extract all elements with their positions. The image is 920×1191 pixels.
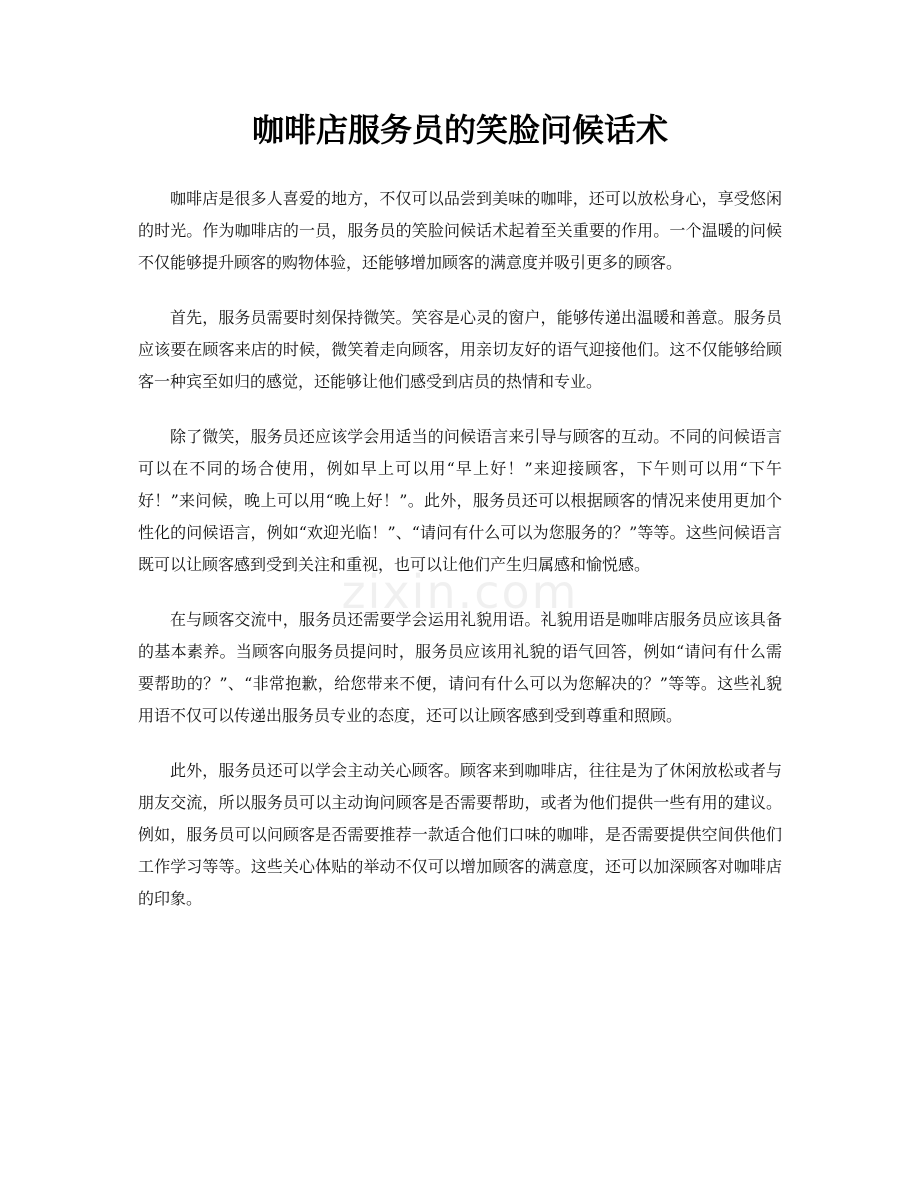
paragraph-intro: 咖啡店是很多人喜爱的地方，不仅可以品尝到美味的咖啡，还可以放松身心，享受悠闲的时光。作为咖啡店的一员，服务员的笑脸问候话术起着至关重要的作用。一个温暖的问候不仅能够提升顾客的购物体验，还能够增加顾客的满意度并吸引更多的顾客。 bbox=[138, 189, 782, 272]
paragraph-care: 此外，服务员还可以学会主动关心顾客。顾客来到咖啡店，往往是为了休闲放松或者与朋友交流，所以服务员可以主动询问顾客是否需要帮助，或者为他们提供一些有用的建议。例如，服务员可以问顾客是否需要推荐一款适合他们口味的咖啡，是否需要提供空间供他们工作学习等等。这些关心体贴的举动不仅可以增加顾客的满意度，还可以加深顾客对咖啡店的印象。 bbox=[138, 761, 782, 908]
paragraph-polite-language: 在与顾客交流中，服务员还需要学会运用礼貌用语。礼貌用语是咖啡店服务员应该具备的基本素养。当顾客向服务员提问时，服务员应该用礼貌的语气回答，例如“请问有什么需要帮助的？”、“非常抱歉，给您带来不便，请问有什么可以为您解决的？”等等。这些礼貌用语不仅可以传递出服务员专业的态度，还可以让顾客感到受到尊重和照顾。 bbox=[138, 610, 782, 725]
watermark: zixin.com bbox=[341, 565, 579, 619]
paragraph-smile: 首先，服务员需要时刻保持微笑。笑容是心灵的窗户，能够传递出温暖和善意。服务员应该要在顾客来店的时候，微笑着走向顾客，用亲切友好的语气迎接他们。这不仅能够给顾客一种宾至如归的感觉，还能够让他们感受到店员的热情和专业。 bbox=[138, 308, 782, 391]
document-title: 咖啡店服务员的笑脸问候话术 bbox=[251, 111, 668, 149]
paragraph-greetings: 除了微笑，服务员还应该学会用适当的问候语言来引导与顾客的互动。不同的问候语言可以在不同的场合使用，例如早上可以用“早上好！”来迎接顾客，下午则可以用“下午好！”来问候，晚上可以用“晚上好！”。此外，服务员还可以根据顾客的情况来使用更加个性化的问候语言，例如“欢迎光临！”、“请问有什么可以为您服务的？”等等。这些问候语言既可以让顾客感到受到关注和重视，也可以让他们产生归属感和愉悦感。 bbox=[138, 427, 782, 574]
document-body bbox=[138, 183, 782, 938]
